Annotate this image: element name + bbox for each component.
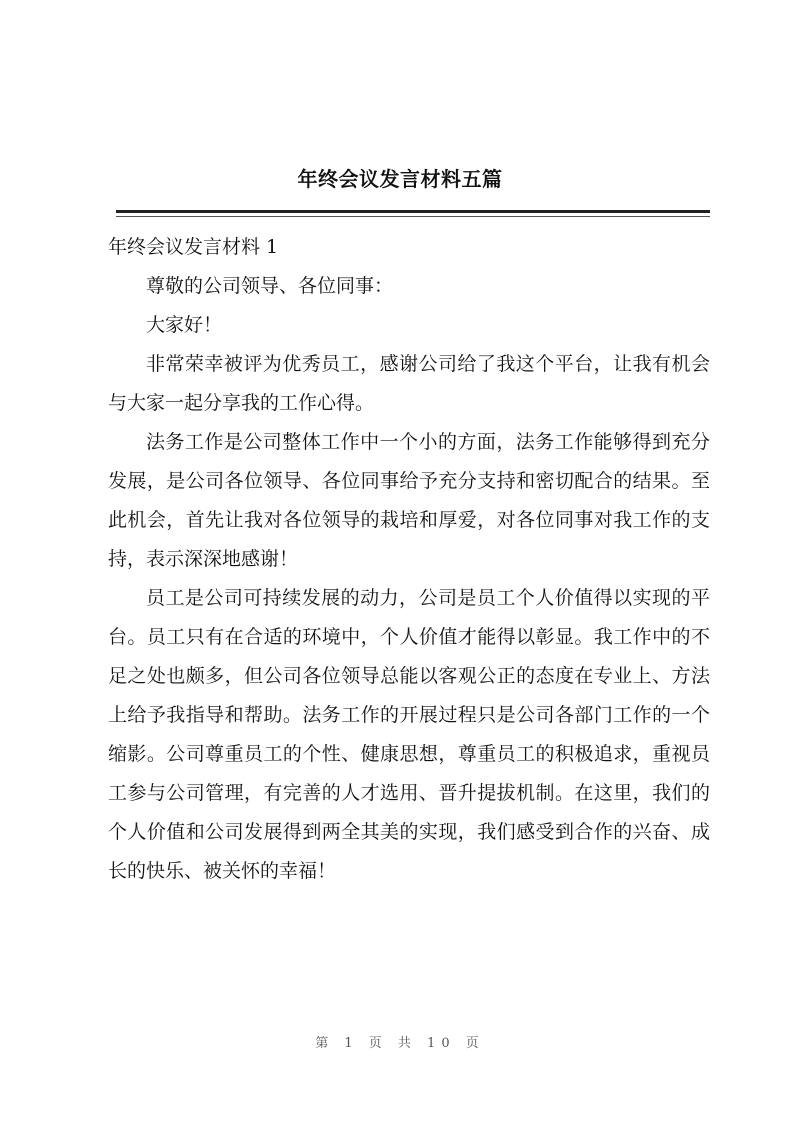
title-rule-thin	[116, 216, 710, 217]
document-body	[108, 228, 710, 891]
greeting-paragraph: 大家好！	[146, 314, 223, 336]
salutation-paragraph: 尊敬的公司领导、各位同事：	[146, 275, 394, 297]
body-paragraph: 员工是公司可持续发展的动力，公司是员工个人价值得以实现的平台。员工只有在合适的环境中，个人价值才能得以彰显。我工作中的不足之处也颇多，但公司各位领导总能以客观公正的态度在专业上、方法上给予我指导和帮助。法务工作的开展过程只是公司各部门工作的一个缩影。公司尊重员工的个性、健康思想，尊重员工的积极追求，重视员工参与公司管理，有完善的人才选用、晋升提拔机制。在这里，我们的个人价值和公司发展得到两全其美的实现，我们感受到合作的兴奋、成长的快乐、被关怀的幸福！	[108, 587, 710, 882]
document-title: 年终会议发言材料五篇	[297, 167, 503, 191]
title-rule-thick	[116, 210, 710, 213]
body-paragraph: 非常荣幸被评为优秀员工，感谢公司给了我这个平台，让我有机会与大家一起分享我的工作心得。	[108, 353, 710, 414]
page-footer: 第 1 页 共 10 页	[315, 1036, 485, 1051]
body-paragraph: 法务工作是公司整体工作中一个小的方面，法务工作能够得到充分发展，是公司各位领导、各位同事给予充分支持和密切配合的结果。至此机会，首先让我对各位领导的栽培和厚爱，对各位同事对我工作的支持，表示深深地感谢！	[108, 431, 710, 570]
section-heading: 年终会议发言材料 1	[108, 236, 279, 258]
